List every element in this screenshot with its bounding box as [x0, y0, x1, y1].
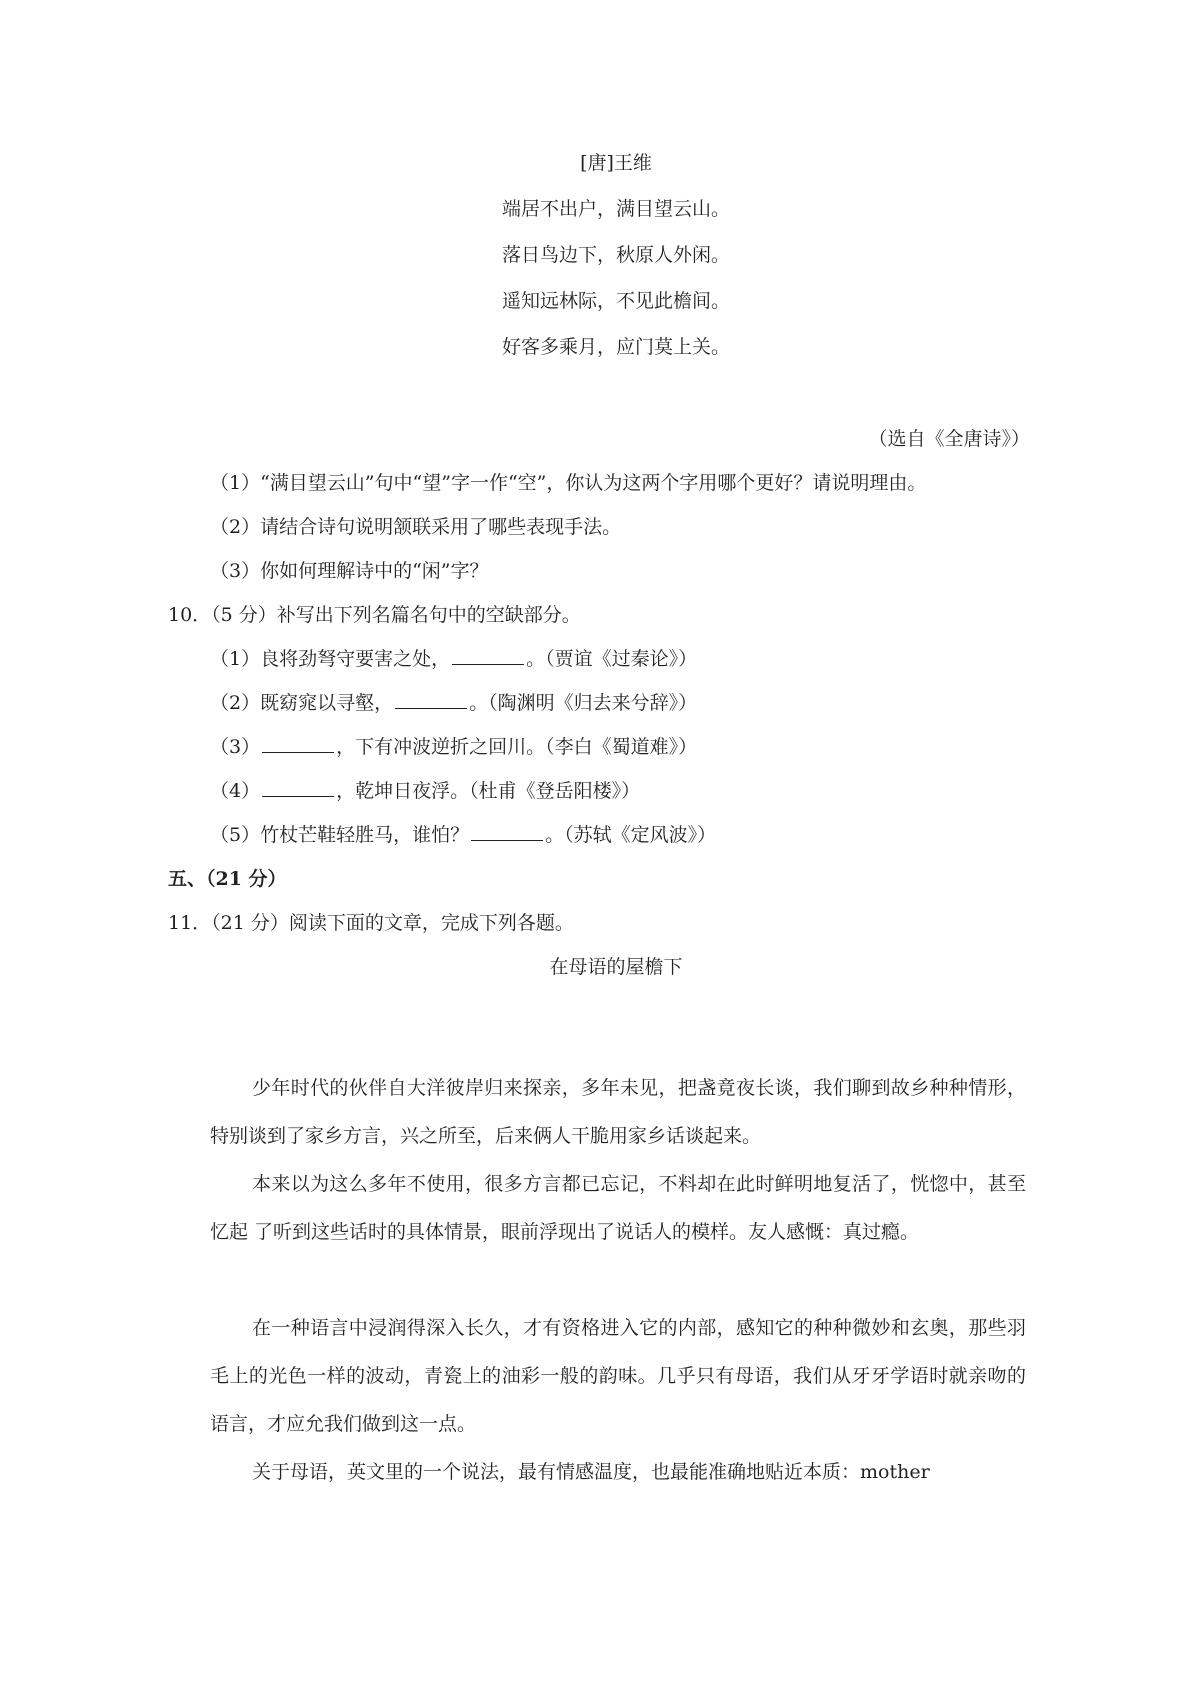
q11-header: 11．（21 分）阅读下面的文章，完成下列各题。 [168, 912, 574, 934]
fill-blank[interactable] [471, 822, 543, 841]
article-title: 在母语的屋檐下 [549, 956, 683, 978]
poem-line-1: 端居不出户，满目望云山。 [501, 198, 730, 220]
q10-item-1: （1）良将劲弩守要害之处， 。（贾谊《过秦论》） [210, 648, 698, 670]
fill-blank[interactable] [395, 690, 467, 709]
article-paragraph-3: 在一种语言中浸润得深入长久，才有资格进入它的内部，感知它的种种微妙和玄奥，那些羽毛上的光色一样的波动，青瓷上的油彩一般的韵味。几乎只有母语，我们从牙牙学语时就亲吻的语言，才应允我们做到这一点。 [210, 1317, 1026, 1435]
poem-line-3: 遥知远林际，不见此檐间。 [501, 290, 730, 312]
poem-author: [唐]王维 [580, 152, 652, 174]
fill-blank[interactable] [452, 646, 524, 665]
fill-blank[interactable] [262, 778, 334, 797]
section-heading: 五、（21 分） [168, 868, 287, 890]
article-paragraph-4: 关于母语，英文里的一个说法，最有情感温度，也最能准确地贴近本质：mother [252, 1461, 930, 1483]
article-paragraph-1: 少年时代的伙伴自大洋彼岸归来探亲，多年未见，把盏竟夜长谈，我们聊到故乡种种情形，特别谈到了家乡方言，兴之所至，后来俩人干脆用家乡话谈起来。 [210, 1077, 1026, 1147]
q10-item-2: （2）既窈窕以寻壑， 。（陶渊明《归去来兮辞》） [210, 692, 698, 714]
q9-sub1: （1）“满目望云山”句中“望”字一作“空”，你认为这两个字用哪个更好？请说明理由。 [210, 472, 927, 494]
q10-item-5: （5）竹杖芒鞋轻胜马，谁怕？ 。（苏轼《定风波》） [210, 824, 717, 846]
article-paragraph-2: 本来以为这么多年不使用，很多方言都已忘记，不料却在此时鲜明地复活了，恍惚中，甚至忆起 了听到这些话时的具体情景，眼前浮现出了说话人的模样。友人感慨：真过瘾。 [210, 1173, 1026, 1243]
q9-sub2: （2）请结合诗句说明颔联采用了哪些表现手法。 [210, 516, 622, 538]
q10-item-4: （4） ，乾坤日夜浮。（杜甫《登岳阳楼》） [210, 780, 641, 802]
poem-line-2: 落日鸟边下，秋原人外闲。 [501, 244, 730, 266]
q9-sub3: （3）你如何理解诗中的“闲”字？ [210, 560, 489, 582]
fill-blank[interactable] [262, 734, 334, 753]
q10-item-3: （3） ，下有冲波逆折之回川。（李白《蜀道难》） [210, 736, 698, 758]
poem-source: （选自《全唐诗》） [868, 428, 1030, 450]
q10-header: 10．（5 分）补写出下列名篇名句中的空缺部分。 [168, 604, 581, 626]
poem-line-4: 好客多乘月，应门莫上关。 [501, 336, 730, 358]
